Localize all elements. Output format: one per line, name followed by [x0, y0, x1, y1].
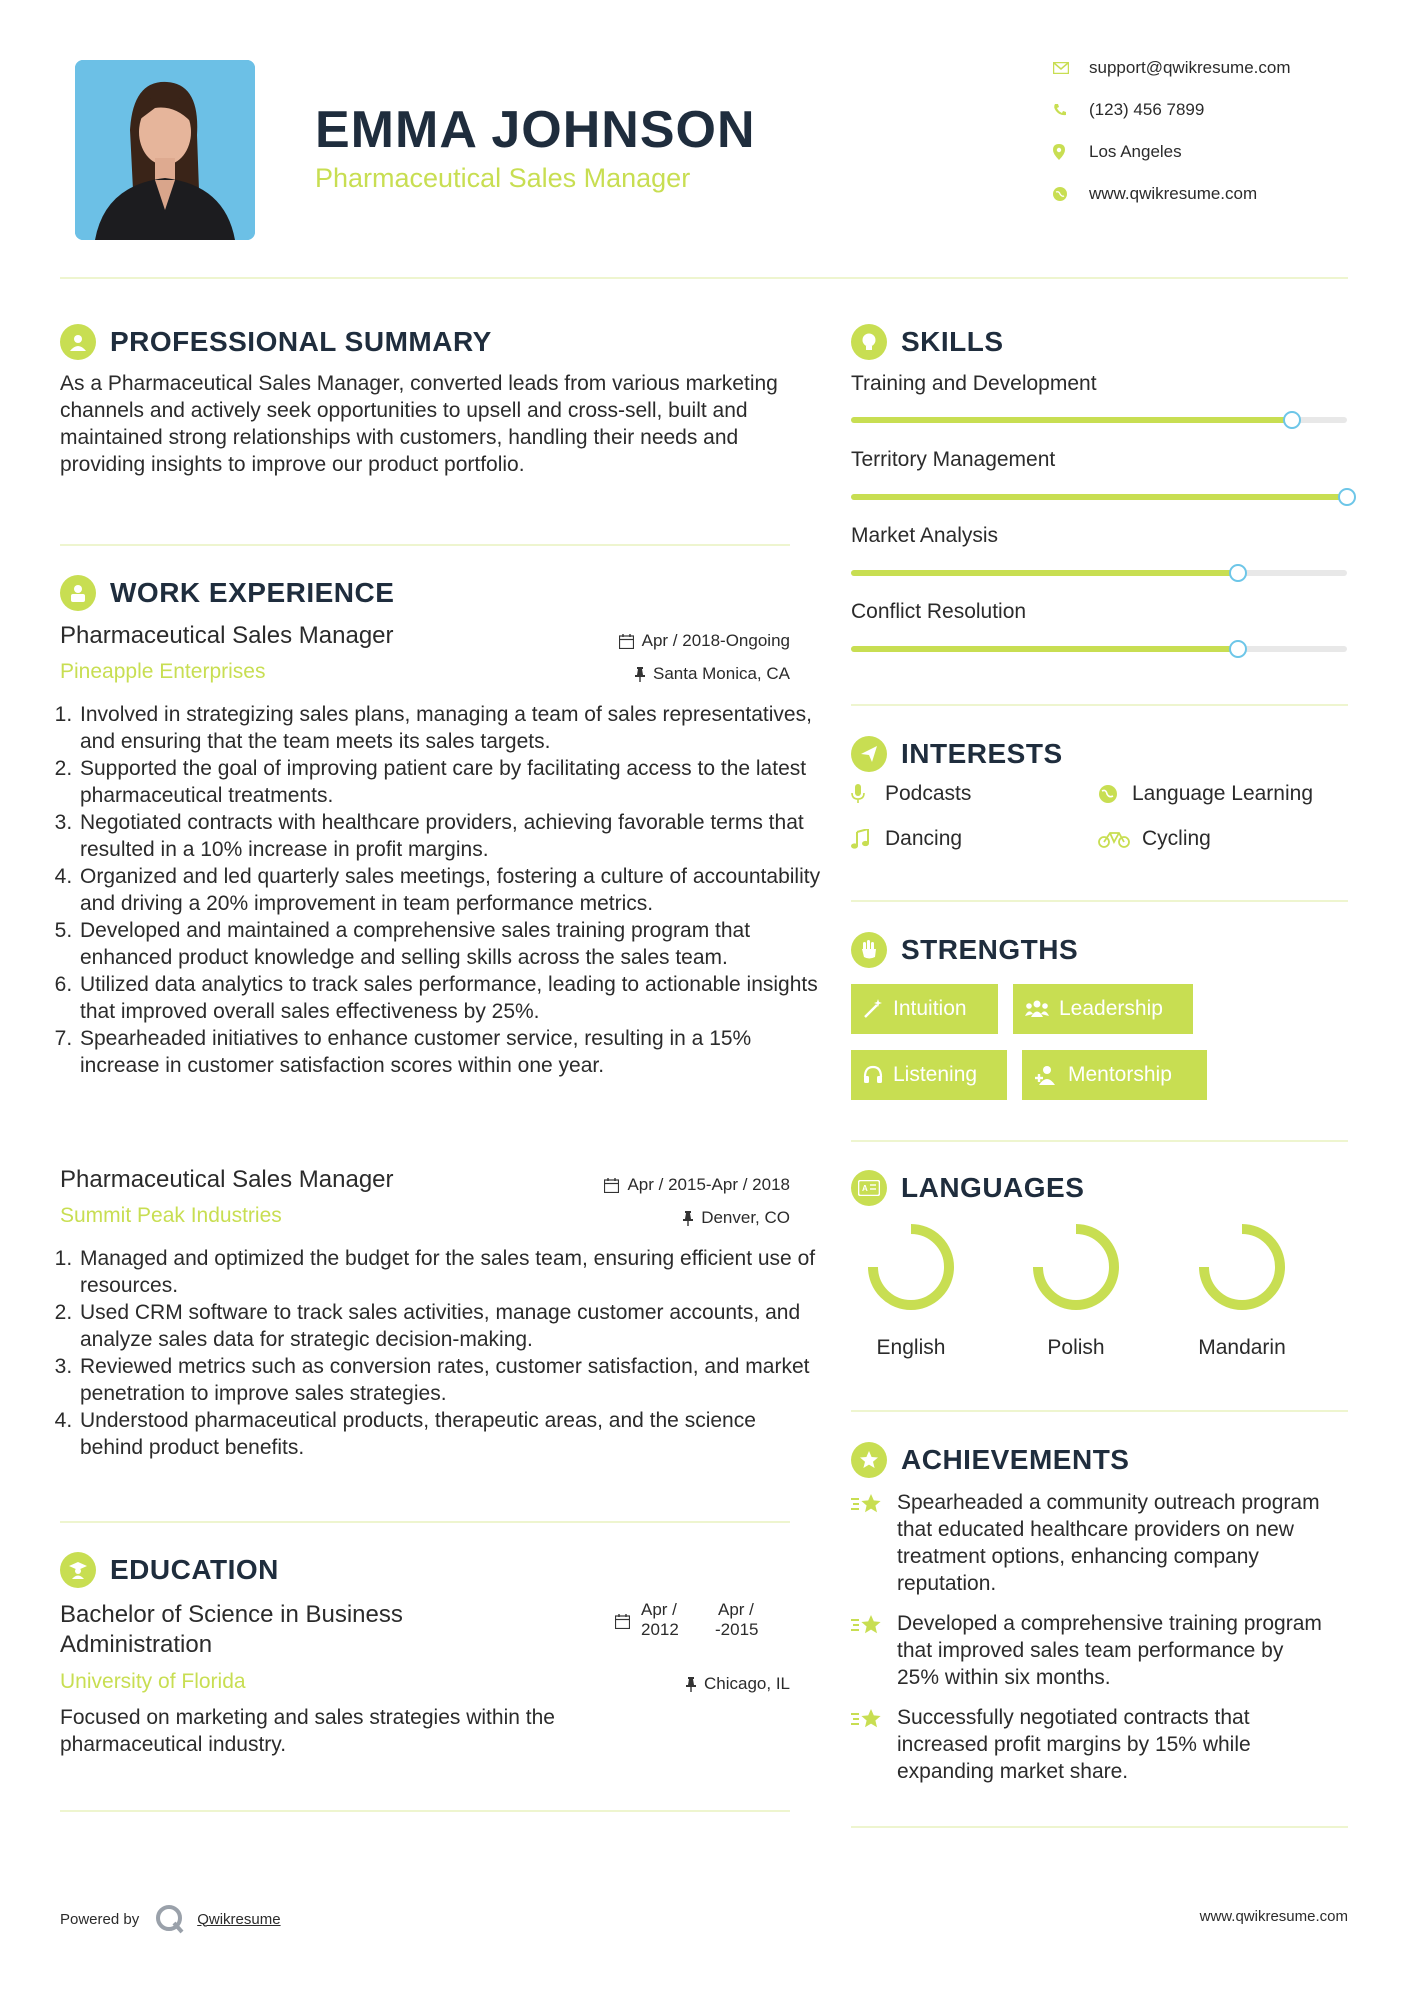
strength-tag: Intuition	[851, 984, 998, 1034]
skills-heading: SKILLS	[851, 324, 1004, 360]
contact-text: www.qwikresume.com	[1089, 184, 1258, 203]
language-name: Mandarin	[1198, 1336, 1286, 1359]
interest-item: Podcasts	[851, 782, 971, 806]
list-item: 3. Reviewed metrics such as conversion rates, customer satisfaction, and market penetration to improve sales strategies.	[78, 1353, 823, 1407]
graduate-icon	[60, 1552, 96, 1588]
languages-heading: A LANGUAGES	[851, 1170, 1084, 1206]
section-divider	[851, 1410, 1348, 1412]
group-icon	[1025, 1000, 1049, 1018]
calendar-icon	[619, 634, 634, 649]
education-location: Chicago, IL	[480, 1674, 790, 1694]
language-ring-arc	[873, 1229, 949, 1305]
education-heading: EDUCATION	[60, 1552, 279, 1588]
contact-email[interactable]	[1053, 58, 1291, 78]
contact-text: support@qwikresume.com	[1089, 58, 1291, 77]
globe-icon	[1098, 784, 1128, 804]
magic-wand-icon	[863, 999, 883, 1019]
hand-icon	[851, 932, 887, 968]
music-note-icon	[851, 829, 881, 849]
list-item: 7. Spearheaded initiatives to enhance customer service, resulting in a 15% increase in customer satisfaction scores within one year.	[78, 1025, 823, 1079]
phone-icon	[1053, 103, 1089, 117]
list-item: 5. Developed and maintained a comprehensive sales training program that enhanced product knowledge and selling skills across the sales team.	[78, 917, 823, 971]
pushpin-icon	[635, 667, 645, 682]
skill-bar-fill	[851, 417, 1292, 423]
education-dates: Apr / 2012 Apr / -2015	[615, 1600, 790, 1644]
section-divider	[851, 900, 1348, 902]
headphones-icon	[863, 1065, 883, 1085]
list-item: 4. Organized and led quarterly sales meetings, fostering a culture of accountability and driving a 20% improvement in team performance metrics.	[78, 863, 823, 917]
interest-item: Language Learning	[1098, 782, 1313, 806]
microphone-icon	[851, 784, 881, 804]
skill-bar-fill	[851, 646, 1238, 652]
qwikresume-link[interactable]: Qwikresume	[197, 1910, 281, 1928]
bicycle-icon	[1098, 830, 1138, 848]
star-badge-icon	[851, 1442, 887, 1478]
star-icon	[851, 1704, 897, 1785]
skill-bar-knob	[1229, 640, 1247, 658]
section-divider	[851, 1826, 1348, 1828]
language-ring	[1204, 1229, 1280, 1305]
list-item: 2. Supported the goal of improving patient care by facilitating access to the latest pharmaceutical treatments.	[78, 755, 823, 809]
strength-tag: Leadership	[1013, 984, 1193, 1034]
calendar-icon	[615, 1614, 630, 1634]
pushpin-icon	[686, 1677, 696, 1692]
list-item: 3. Negotiated contracts with healthcare providers, achieving favorable terms that resulted in a 10% increase in profit margins.	[78, 809, 823, 863]
list-item: 1. Managed and optimized the budget for the sales team, ensuring efficient use of resources.	[78, 1245, 823, 1299]
add-user-icon	[1034, 1065, 1058, 1085]
achievement-item: Developed a comprehensive training program that improved sales team performance by 25% within six months.	[851, 1610, 1331, 1691]
interests-heading: INTERESTS	[851, 736, 1063, 772]
summary-text: As a Pharmaceutical Sales Manager, converted leads from various marketing channels and actively seek opportunities to upsell and cross-sell, built and maintained strong relationships with customers, handling their needs and providing insights to improve our product portfolio.	[60, 372, 778, 476]
interest-item: Cycling	[1098, 827, 1211, 851]
job-dates: Apr / 2018-Ongoing	[480, 631, 790, 651]
language-ring-arc	[1038, 1229, 1114, 1305]
skill-name: Market Analysis	[851, 524, 999, 547]
star-icon	[851, 1489, 897, 1597]
list-item: 6. Utilized data analytics to track sales performance, leading to actionable insights that improved overall sales effectiveness by 25%.	[78, 971, 823, 1025]
paper-plane-icon	[851, 736, 887, 772]
strengths-heading: STRENGTHS	[851, 932, 1078, 968]
skill-bar	[851, 646, 1347, 652]
language-name: English	[876, 1336, 946, 1359]
calendar-icon	[604, 1178, 619, 1193]
envelope-icon	[1053, 62, 1089, 74]
footer-powered-by: Powered by Qwikresume	[60, 1904, 281, 1934]
user-icon	[60, 324, 96, 360]
section-divider	[60, 544, 790, 546]
job-title: Pharmaceutical Sales Manager	[60, 1166, 394, 1193]
star-icon	[851, 1610, 897, 1691]
language-ring	[873, 1229, 949, 1305]
candidate-name: EMMA JOHNSON	[315, 101, 756, 159]
list-item: 4. Understood pharmaceutical products, therapeutic areas, and the science behind product benefits.	[78, 1407, 823, 1461]
skill-bar-fill	[851, 570, 1238, 576]
contact-location	[1053, 142, 1182, 162]
job-location: Santa Monica, CA	[480, 664, 790, 684]
translate-card-icon	[851, 1170, 887, 1206]
section-divider	[851, 1140, 1348, 1142]
svg-text:A: A	[862, 1184, 869, 1193]
company-name: Pineapple Enterprises	[60, 660, 266, 683]
skill-bar-knob	[1283, 411, 1301, 429]
skill-bar-fill	[851, 494, 1347, 500]
skill-name: Conflict Resolution	[851, 600, 1027, 623]
language-name: Polish	[1047, 1336, 1105, 1359]
map-pin-icon	[1053, 144, 1089, 160]
skill-bar-knob	[1338, 488, 1356, 506]
skill-bar-knob	[1229, 564, 1247, 582]
contact-phone[interactable]	[1053, 100, 1204, 120]
lightbulb-icon	[851, 324, 887, 360]
briefcase-icon	[60, 575, 96, 611]
globe-icon	[1053, 187, 1089, 201]
skill-bar	[851, 417, 1347, 423]
contact-text: Los Angeles	[1089, 142, 1182, 161]
header-divider	[60, 277, 1348, 279]
summary-heading: PROFESSIONAL SUMMARY	[60, 324, 492, 360]
company-name: Summit Peak Industries	[60, 1204, 282, 1227]
footer-url[interactable]: www.qwikresume.com	[1199, 1908, 1348, 1925]
section-divider	[60, 1521, 790, 1523]
qwikresume-logo-icon	[155, 1904, 185, 1934]
degree-title: Bachelor of Science in Business Administration	[60, 1601, 403, 1658]
job-location: Denver, CO	[480, 1208, 790, 1228]
list-item: 1. Involved in strategizing sales plans, managing a team of sales representatives, and ensuring that the team meets its sales targets.	[78, 701, 823, 755]
job-title: Pharmaceutical Sales Manager	[60, 622, 394, 649]
candidate-title: Pharmaceutical Sales Manager	[315, 163, 691, 193]
experience-heading: WORK EXPERIENCE	[60, 575, 394, 611]
contact-text: (123) 456 7899	[1089, 100, 1205, 119]
achievements-heading: ACHIEVEMENTS	[851, 1442, 1129, 1478]
profile-photo	[75, 60, 255, 240]
skill-name: Training and Development	[851, 372, 1097, 395]
strength-tag: Listening	[851, 1050, 1007, 1100]
achievement-item: Successfully negotiated contracts that increased profit margins by 15% while expanding market share.	[851, 1704, 1331, 1785]
list-item: 2. Used CRM software to track sales activities, manage customer accounts, and analyze sales data for strategic decision-making.	[78, 1299, 823, 1353]
job-bullets	[58, 1245, 823, 1461]
language-ring	[1038, 1229, 1114, 1305]
interest-item: Dancing	[851, 827, 962, 851]
strength-tag: Mentorship	[1022, 1050, 1207, 1100]
job-dates: Apr / 2015-Apr / 2018	[480, 1175, 790, 1195]
section-divider	[60, 1810, 790, 1812]
school-name: University of Florida	[60, 1670, 246, 1693]
achievement-item: Spearheaded a community outreach program that educated healthcare providers on new treatment options, enhancing company reputation.	[851, 1489, 1331, 1597]
skill-name: Territory Management	[851, 448, 1056, 471]
job-bullets	[58, 701, 823, 1079]
pushpin-icon	[683, 1211, 693, 1226]
language-rings	[851, 1222, 1331, 1322]
section-divider	[851, 704, 1348, 706]
contact-website[interactable]	[1053, 184, 1257, 204]
education-description: Focused on marketing and sales strategies within the pharmaceutical industry.	[60, 1706, 555, 1756]
language-ring-arc	[1204, 1229, 1280, 1305]
skill-bar	[851, 494, 1347, 500]
skill-bar	[851, 570, 1347, 576]
